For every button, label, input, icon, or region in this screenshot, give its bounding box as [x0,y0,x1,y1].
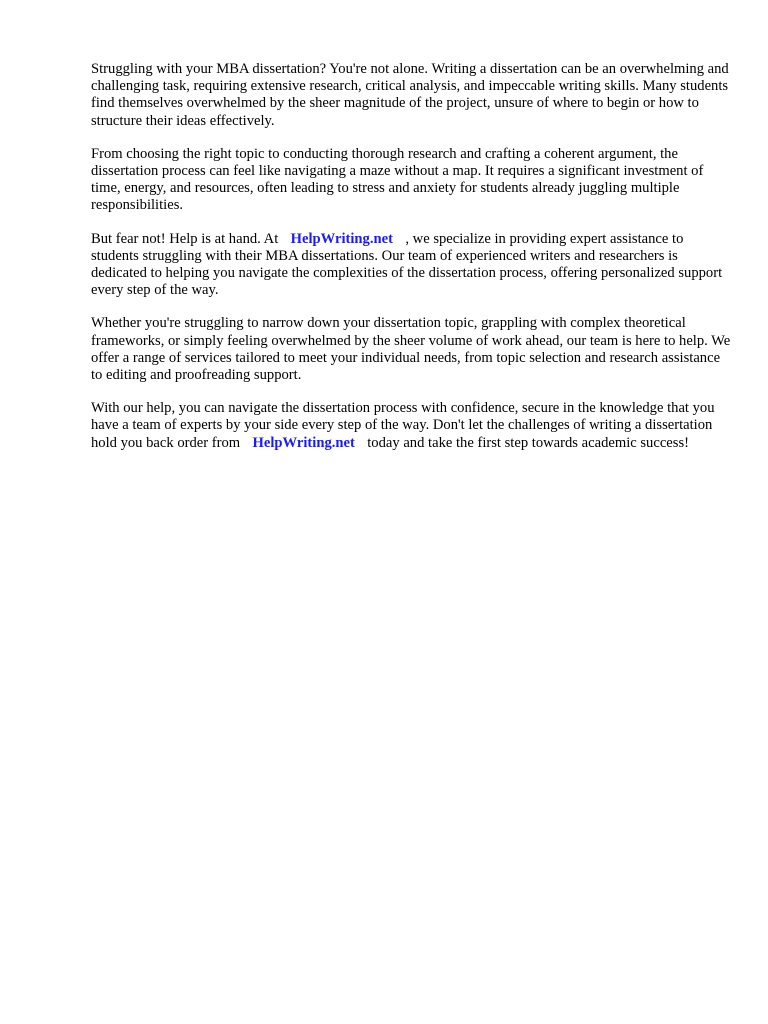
paragraph-closing-text-after: today and take the first step towards academic success! [367,434,690,451]
paragraph-help-text-after: , we specialize in providing expert assistance to students struggling with their MBA dissertations. Our team of experienced writers and researchers is dedicated to helping you navigate the complexities of the dissertation process, offering personalized support every step of the way. [91,230,723,299]
document-body [91,61,731,468]
paragraph-process: From choosing the right topic to conducting thorough research and crafting a coherent argument, the dissertation process can feel like navigating a maze without a map. It requires a significant investment of time, energy, and resources, often leading to stress and anxiety for students already juggling multiple responsibilities. [91,145,704,214]
paragraph-intro: Struggling with your MBA dissertation? You're not alone. Writing a dissertation can be an overwhelming and challenging task, requiring extensive research, critical analysis, and impeccable writing skills. Many students find themselves overwhelmed by the sheer magnitude of the project, unsure of where to begin or how to structure their ideas effectively. [91,61,729,129]
paragraph-services: Whether you're struggling to narrow down your dissertation topic, grappling with complex theoretical frameworks, or simply feeling overwhelmed by the sheer volume of work ahead, our team is here to help. We offer a range of services tailored to meet your individual needs, from topic selection and research assistance to editing and proofreading support. [91,315,731,384]
paragraph-closing [91,400,731,452]
helpwriting-link-closing[interactable]: HelpWriting.net [252,434,355,451]
helpwriting-link[interactable]: HelpWriting.net [290,230,393,247]
paragraph-closing-text-before: With our help, you can navigate the dissertation process with confidence, secure in the knowledge that you have a team of experts by your side every step of the way. Don't let the challenges of writing a dissertation hold you back order from [91,400,715,451]
paragraph-help-text-before: But fear not! Help is at hand. At [91,230,279,247]
paragraph-help [91,231,731,300]
